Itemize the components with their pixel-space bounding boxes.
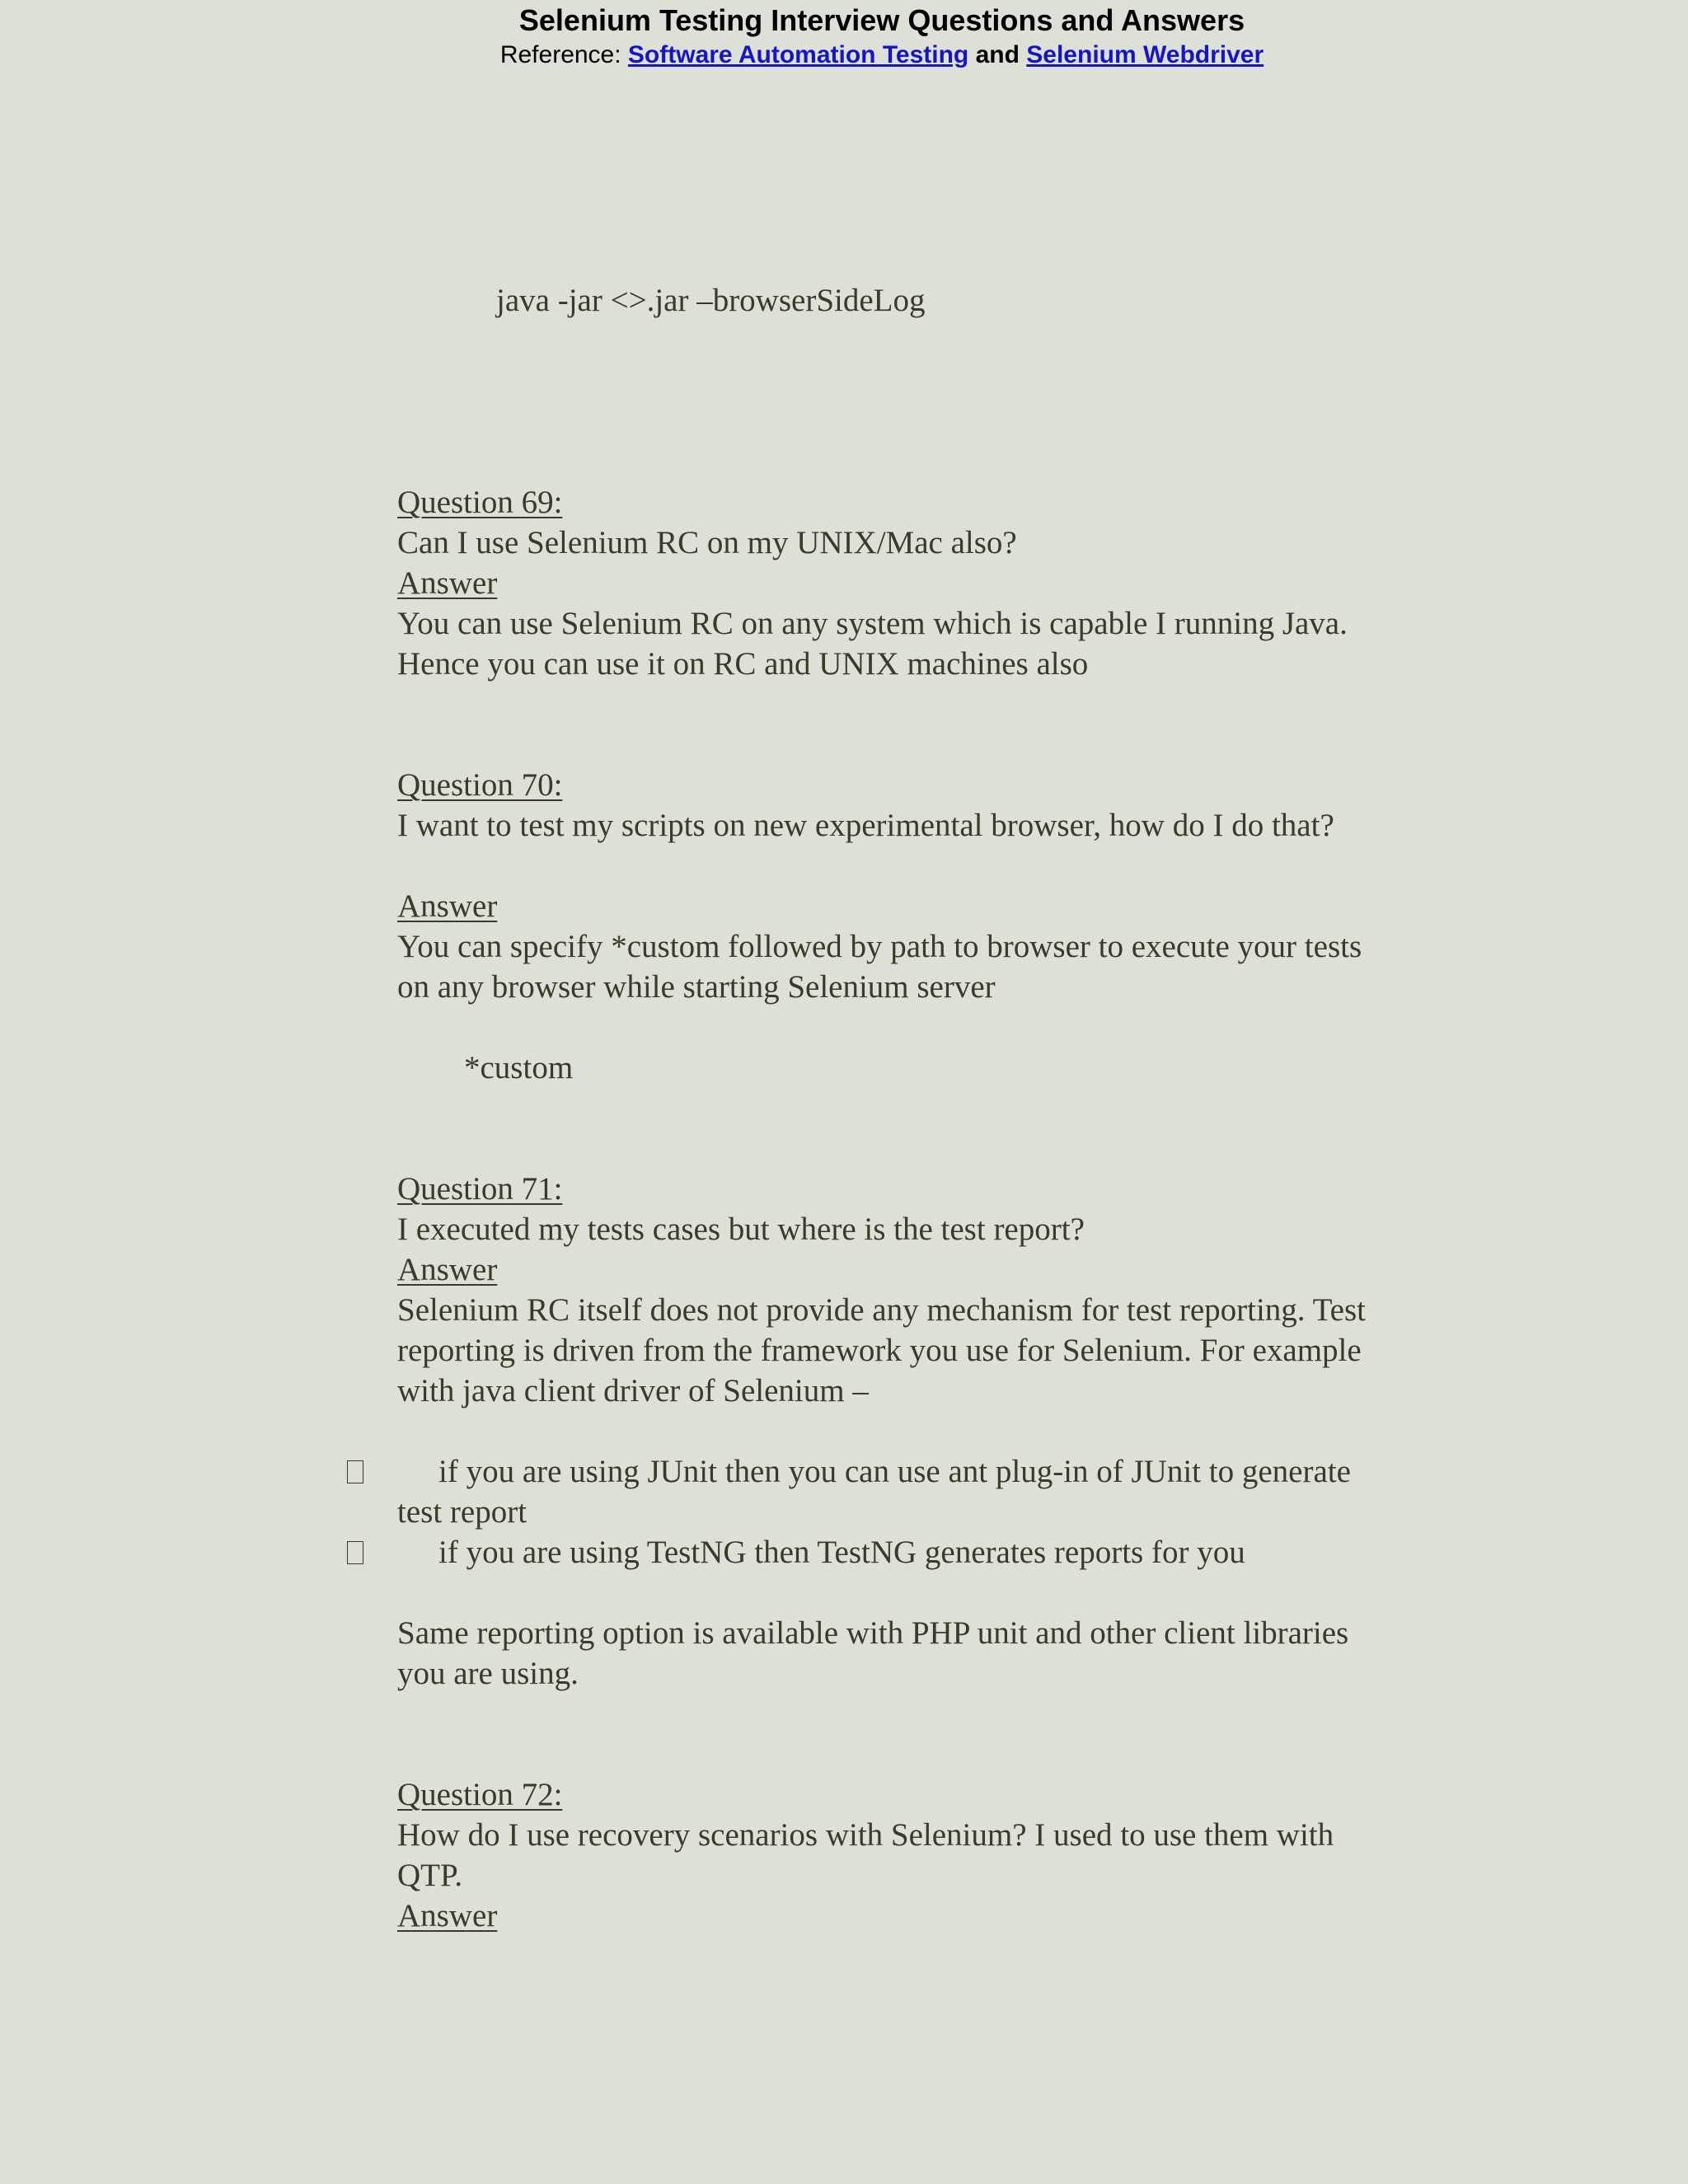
selenium-webdriver-link[interactable]: Selenium Webdriver [1026,41,1264,68]
question-70-label: Question 70: [397,767,563,803]
question-69-answer-label: Answer [397,565,498,601]
question-70-answer-line-2: on any browser while starting Selenium server [397,969,996,1005]
question-71-closing-line-2: you are using. [397,1656,579,1691]
question-70-answer-line-1: You can specify *custom followed by path to browser to execute your tests [397,929,1362,964]
bullet-2-line-1: if you are using TestNG then TestNG generates reports for you [438,1535,1245,1570]
reference-prefix: Reference: [499,41,628,68]
question-70-answer-label: Answer [397,888,498,924]
question-72-text-line-2: QTP. [397,1858,463,1893]
reference-line [76,41,1688,69]
question-71-answer-line-3: with java client driver of Selenium – [397,1373,869,1408]
bullet-icon [347,1460,363,1483]
bullet-icon [347,1541,363,1564]
question-71-text: I executed my tests cases but where is the test report? [397,1212,1085,1247]
question-71-label: Question 71: [397,1171,563,1207]
code-browserSideLog: java -jar <>.jar –browserSideLog [496,283,926,318]
software-automation-testing-link[interactable]: Software Automation Testing [627,41,969,68]
question-69-text: Can I use Selenium RC on my UNIX/Mac also? [397,525,1017,560]
bullet-1-line-1: if you are using JUnit then you can use ant plug-in of JUnit to generate [438,1454,1351,1489]
question-69-answer-line-2: Hence you can use it on RC and UNIX machines also [397,646,1089,682]
question-69-answer-line-1: You can use Selenium RC on any system which is capable I running Java. [397,606,1348,641]
question-71-closing-line-1: Same reporting option is available with PHP unit and other client libraries [397,1615,1349,1651]
question-72-label: Question 72: [397,1777,563,1812]
question-71-answer-line-1: Selenium RC itself does not provide any mechanism for test reporting. Test [397,1292,1367,1328]
code-custom: *custom [464,1050,574,1085]
question-71-answer-label: Answer [397,1252,498,1287]
question-72-text-line-1: How do I use recovery scenarios with Selenium? I used to use them with [397,1817,1334,1853]
question-71-answer-line-2: reporting is driven from the framework you use for Selenium. For example [397,1333,1362,1368]
bullet-1-line-2: test report [397,1494,528,1530]
document-title: Selenium Testing Interview Questions and Answers [518,3,1245,37]
question-70-text: I want to test my scripts on new experimental browser, how do I do that? [397,808,1334,843]
question-72-answer-label: Answer [397,1898,498,1933]
question-69-label: Question 69: [397,485,563,520]
and-text: and [968,41,1027,68]
